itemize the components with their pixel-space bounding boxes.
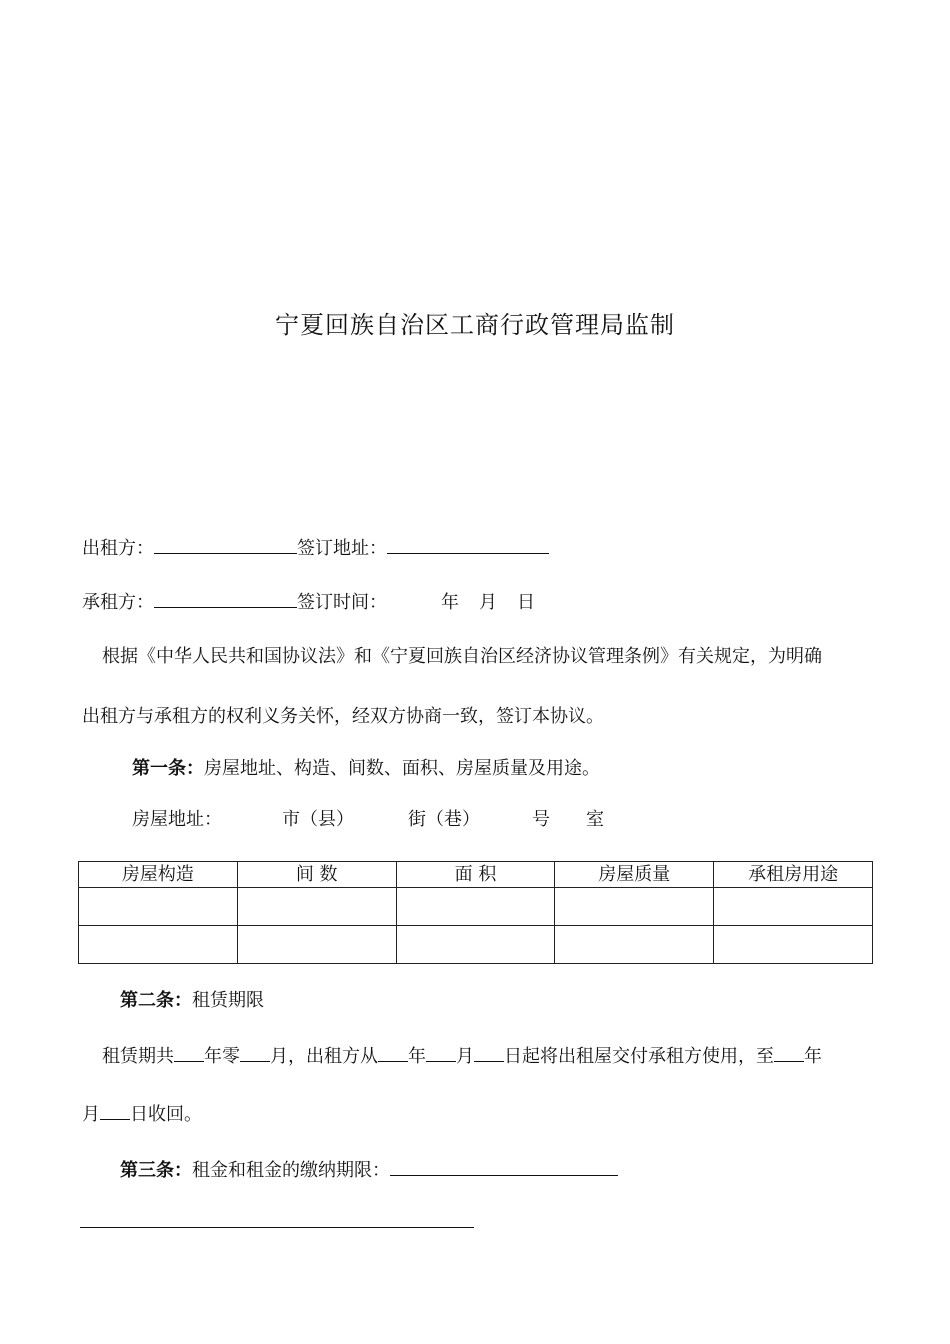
lease-months-blank[interactable]: [240, 1043, 270, 1062]
end-day-blank[interactable]: [100, 1101, 130, 1120]
start-year-blank[interactable]: [378, 1043, 408, 1062]
sign-year: 年: [441, 592, 459, 613]
table-header-cell: 间 数: [237, 862, 396, 888]
lease-term-line-1: [102, 1043, 822, 1069]
address-city: 市（县）: [282, 809, 354, 830]
lessor-blank[interactable]: [154, 535, 297, 554]
sign-time-label: 签订时间：: [297, 592, 387, 613]
table-cell[interactable]: [714, 888, 873, 926]
rent-terms-blank[interactable]: [390, 1157, 618, 1176]
house-address-line: [132, 808, 604, 832]
table-cell[interactable]: [714, 926, 873, 964]
article-2: [120, 989, 264, 1013]
lessee-blank[interactable]: [154, 589, 297, 608]
article-1: [132, 757, 600, 781]
house-info-table: [78, 861, 873, 964]
lease-term-text: 月: [82, 1104, 100, 1125]
article-2-text: 租赁期限: [192, 990, 264, 1011]
address-number: 号: [532, 809, 550, 830]
article-3: [120, 1157, 618, 1183]
lessor-label: 出租方：: [82, 538, 154, 559]
article-3-heading: 第三条：: [120, 1160, 192, 1181]
address-label: 房屋地址：: [132, 809, 222, 830]
table-cell[interactable]: [237, 888, 396, 926]
table-cell[interactable]: [79, 926, 238, 964]
start-month-blank[interactable]: [426, 1043, 456, 1062]
table-cell[interactable]: [555, 926, 714, 964]
table-cell[interactable]: [237, 926, 396, 964]
sign-place-blank[interactable]: [387, 535, 549, 554]
table-header-cell: 承租房用途: [714, 862, 873, 888]
article-1-heading: 第一条：: [132, 758, 204, 779]
lease-years-blank[interactable]: [174, 1043, 204, 1062]
lease-term-text: 月: [456, 1046, 474, 1067]
lessee-line: [82, 589, 535, 615]
sign-day: 日: [517, 592, 535, 613]
lease-term-text: 租赁期共: [102, 1046, 174, 1067]
article-1-text: 房屋地址、构造、间数、面积、房屋质量及用途。: [204, 758, 600, 779]
address-street: 街（巷）: [408, 809, 480, 830]
article-2-heading: 第二条：: [120, 990, 192, 1011]
lessor-line: [82, 535, 549, 561]
rent-terms-continuation-blank[interactable]: [80, 1227, 474, 1228]
table-header-cell: 房屋质量: [555, 862, 714, 888]
table-row: [79, 888, 873, 926]
preamble-line-1: 根据《中华人民共和国协议法》和《宁夏回族自治区经济协议管理条例》有关规定，为明确: [102, 646, 822, 667]
table-cell[interactable]: [396, 888, 555, 926]
sign-place-label: 签订地址：: [297, 538, 387, 559]
table-row: [79, 926, 873, 964]
table-header-cell: 房屋构造: [79, 862, 238, 888]
lessee-label: 承租方：: [82, 592, 154, 613]
document-title: 宁夏回族自治区工商行政管理局监制: [275, 311, 675, 339]
start-day-blank[interactable]: [474, 1043, 504, 1062]
lease-term-text: 年: [408, 1046, 426, 1067]
end-year-blank[interactable]: [774, 1043, 804, 1062]
address-room: 室: [586, 809, 604, 830]
lease-term-text: 日收回。: [130, 1104, 202, 1125]
table-cell[interactable]: [555, 888, 714, 926]
preamble-line-2: 出租方与承租方的权利义务关怀，经双方协商一致，签订本协议。: [82, 706, 604, 727]
table-cell[interactable]: [79, 888, 238, 926]
lease-term-line-2: [82, 1101, 202, 1127]
lease-term-text: 月，出租方从: [270, 1046, 378, 1067]
lease-term-text: 年零: [204, 1046, 240, 1067]
table-cell[interactable]: [396, 926, 555, 964]
lease-term-text: 年: [804, 1046, 822, 1067]
sign-month: 月: [479, 592, 497, 613]
table-header-row: [79, 862, 873, 888]
lease-term-text: 日起将出租屋交付承租方使用，至: [504, 1046, 774, 1067]
table-header-cell: 面 积: [396, 862, 555, 888]
article-3-text: 租金和租金的缴纳期限：: [192, 1160, 390, 1181]
